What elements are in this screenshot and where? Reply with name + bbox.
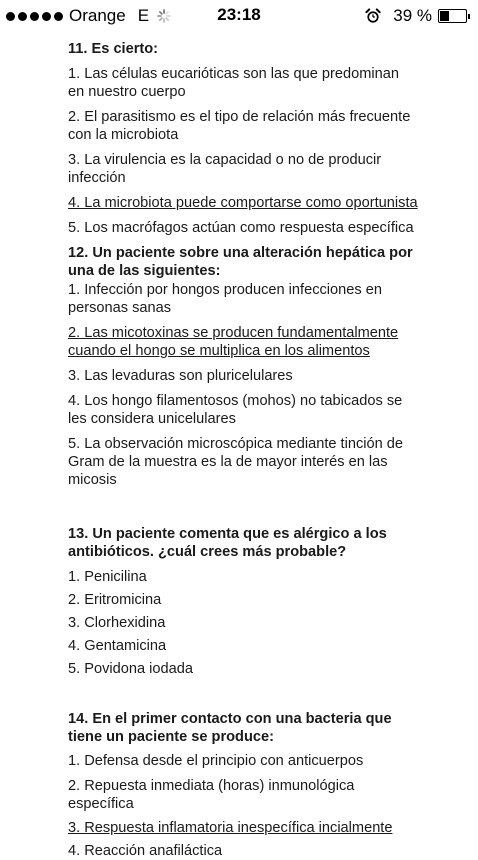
question-14-option-4: 4. Reacción anafiláctica	[68, 843, 223, 859]
question-11-title: 11. Es cierto:	[68, 41, 159, 57]
question-14-option-3-text: 3. Respuesta inflamatoria inespecífica incialmente	[68, 820, 393, 836]
question-14-option-2: 2. Repuesta inmediata (horas) inmunológica específica	[68, 778, 355, 812]
question-12-option-5: 5. La observación microscópica mediante tinción de Gram de la muestra es la de mayor interés en las micosis	[68, 436, 404, 488]
question-11-option-1: 1. Las células eucarióticas son las que predominan en nuestro cuerpo	[68, 66, 399, 100]
network-type: E	[137, 6, 150, 25]
battery-percent: 39 %	[393, 6, 432, 25]
status-bar-right	[365, 6, 470, 26]
question-14-option-1: 1. Defensa desde el principio con anticuerpos	[68, 753, 364, 769]
question-13-title: 13. Un paciente comenta que es alérgico a los antibióticos. ¿cuál crees más probable?	[68, 526, 387, 560]
question-12-option-2	[68, 324, 418, 360]
question-12-option-4: 4. Los hongo filamentosos (mohos) no tabicados se les considera unicelulares	[68, 393, 403, 427]
question-12-option-2-text: 2. Las micotoxinas se producen fundamentalmente cuando el hongo se multiplica en los alimentos	[68, 325, 399, 359]
question-11-option-4-text: 4. La microbiota puede comportarse como oportunista	[68, 195, 418, 211]
status-bar-left	[6, 6, 171, 26]
question-12-option-1: 1. Infección por hongos producen infecciones en personas sanas	[68, 282, 382, 316]
battery-icon	[438, 9, 467, 23]
battery-fill	[440, 11, 449, 21]
question-11-option-5: 5. Los macrófagos actúan como respuesta específica	[68, 220, 414, 236]
question-11-option-3: 3. La virulencia es la capacidad o no de producir infección	[68, 152, 382, 186]
question-13-option-5: 5. Povidona iodada	[68, 661, 193, 677]
question-14-title: 14. En el primer contacto con una bacteria que tiene un paciente se produce:	[68, 711, 392, 745]
question-13-option-3: 3. Clorhexidina	[68, 615, 166, 631]
question-12-title: 12. Un paciente sobre una alteración hepática por una de las siguientes:	[68, 245, 413, 279]
question-12-option-3: 3. Las levaduras son pluricelulares	[68, 368, 293, 384]
carrier-name: Orange	[69, 6, 126, 25]
question-13-option-4: 4. Gentamicina	[68, 638, 167, 654]
status-time: 23:18	[217, 5, 261, 24]
loading-spinner-icon	[157, 9, 171, 23]
question-13-option-1: 1. Penicilina	[68, 569, 147, 585]
signal-dots-icon	[6, 12, 63, 21]
question-11-option-4	[68, 194, 418, 212]
question-11-option-2: 2. El parasitismo es el tipo de relación más frecuente con la microbiota	[68, 109, 411, 143]
battery-tip	[468, 14, 470, 19]
alarm-icon	[365, 8, 381, 24]
status-bar	[0, 0, 478, 30]
question-13-option-2: 2. Eritromicina	[68, 592, 162, 608]
question-14-option-3	[68, 819, 418, 837]
quiz-content	[68, 40, 418, 860]
